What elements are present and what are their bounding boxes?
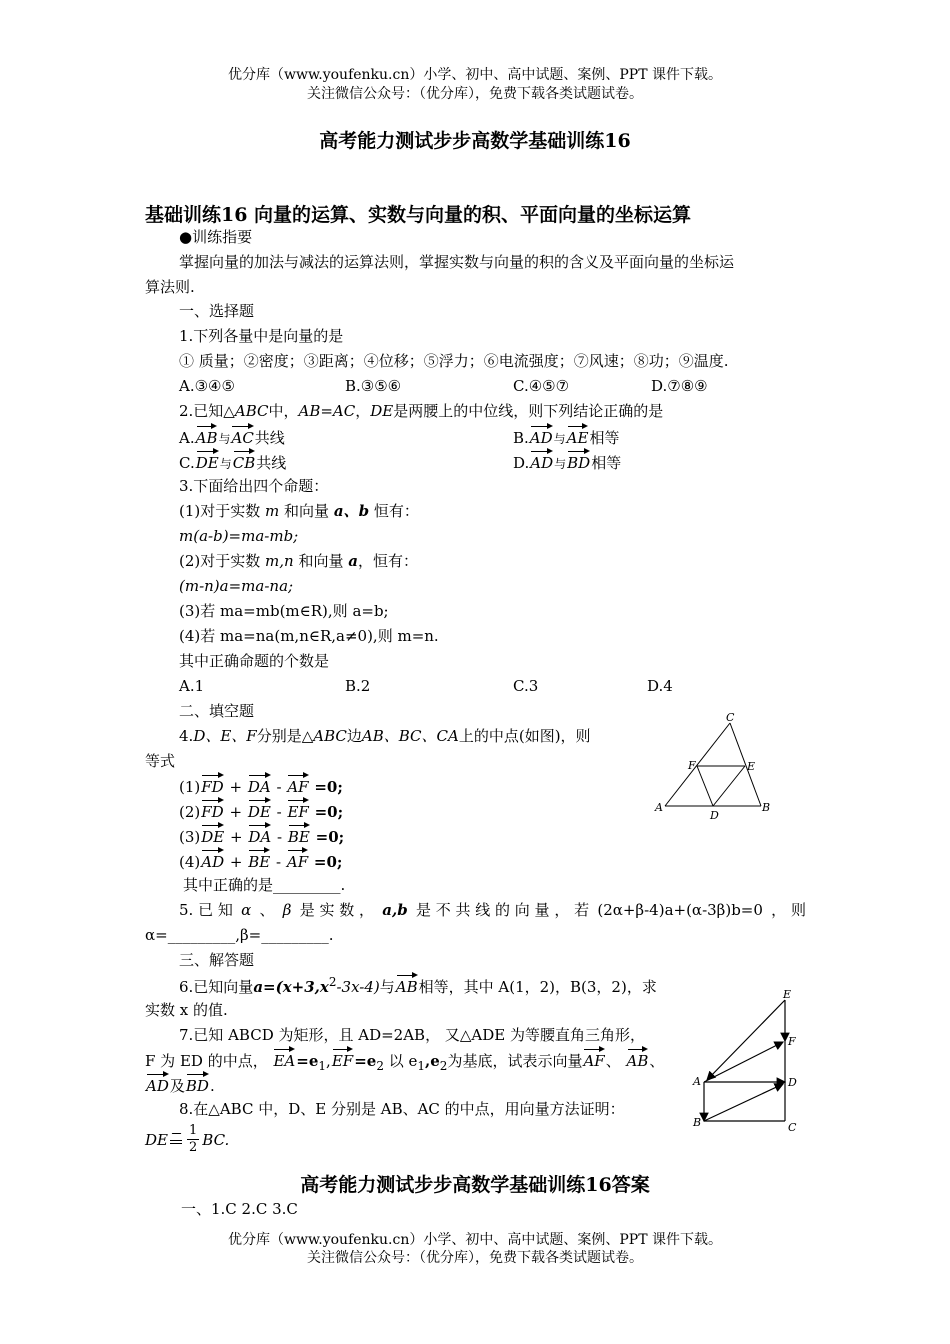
q8-line-2: DE 1 2 BC. (145, 1123, 230, 1155)
header-line-2: 关注微信公众号：（优分库），免费下载各类试题试卷。 (307, 86, 643, 102)
q7-line-3: AD及BD. (145, 1071, 215, 1096)
q3-stem: 3.下面给出四个命题： (179, 477, 329, 495)
q1-option-c: C.④⑤⑦ (513, 377, 570, 395)
q3-ask: 其中正确命题的个数是 (179, 652, 330, 670)
q2-option-c: C.DE与CB共线 (179, 448, 286, 474)
guide-text-2: 算法则. (145, 278, 195, 296)
q4-stem-2: 等式 (145, 752, 176, 770)
tri-label-e: E (747, 760, 756, 773)
rect-label-a: A (693, 1075, 701, 1088)
q8-line-1: 8.在△ABC 中，D、E 分别是 AB、AC 的中点，用向量方法证明： (179, 1100, 625, 1118)
q1-option-b: B.③⑤⑥ (345, 377, 402, 395)
footer-line-1: 优分库（www.youfenku.cn）小学、初中、高中试题、案例、PPT 课件下载。 (227, 1232, 722, 1248)
q3-option-b: B.2 (345, 677, 371, 695)
q4-row-3: (3)DE + DA - BE =0; (179, 822, 344, 847)
tri-label-b: B (762, 801, 771, 814)
rect-label-d: D (788, 1076, 797, 1089)
part-3-heading: 三、解答题 (179, 951, 255, 969)
q4-stem: 4.D、E、F分别是△ABC边AB、BC、CA上的中点(如图)，则 (179, 727, 591, 745)
q6-line-1: 6.已知向量$a=(x+3,x^2-3x-4)$与AB相等，其中 A(1，2)，B(3，2)，求 (179, 972, 657, 997)
q2-option-d: D.AD与BD相等 (513, 448, 621, 474)
triangle-figure (648, 710, 778, 825)
q3-expr-2: (m-n)a=ma-na; (179, 577, 294, 595)
rect-label-c: C (788, 1121, 797, 1134)
q2-option-a: A.AB与AC共线 (179, 423, 285, 449)
q1-option-d: D.⑦⑧⑨ (651, 377, 708, 395)
fraction-half: 1 2 (188, 1123, 198, 1155)
rect-label-e: E (783, 988, 792, 1001)
q5-line-1: 5. 已 知 α 、 β 是 实 数 ， a,b 是 不 共 线 的 向 量 ， 若 (2α+β-4)a+(α-3β)b=0 ， 则 (179, 901, 806, 919)
q1-option-a: A.③④⑤ (179, 377, 235, 395)
q1-items: ① 质量；②密度；③距离；④位移；⑤浮力；⑥电流强度；⑦风速；⑧功；⑨温度. (179, 352, 729, 370)
q3-prop-2: (2)对于实数 m,n 和向量 a，恒有： (179, 552, 419, 570)
q1-stem: 1.下列各量中是向量的是 (179, 327, 344, 345)
tri-label-c: C (726, 711, 735, 724)
q4-row-2: (2)FD + DE - EF =0; (179, 797, 343, 822)
q3-expr-1: m(a-b)=ma-mb; (179, 527, 299, 545)
q2-option-b: B.AD与AE相等 (513, 423, 619, 449)
section-title: 基础训练16 向量的运算、实数与向量的积、平面向量的坐标运算 (145, 204, 692, 226)
figure-lines (704, 1000, 785, 1121)
part-2-heading: 二、填空题 (179, 702, 255, 720)
q3-prop-1: (1)对于实数 m 和向量 a、b 恒有： (179, 502, 419, 520)
q3-option-d: D.4 (647, 677, 673, 695)
q6-line-2: 实数 x 的值. (145, 1001, 228, 1019)
guide-text-1: 掌握向量的加法与减法的运算法则，掌握实数与向量的积的含义及平面向量的坐标运 (179, 253, 735, 271)
part-1-heading: 一、选择题 (179, 302, 255, 320)
doc-title: 高考能力测试步步高数学基础训练16 (319, 130, 631, 152)
answer-line: 一、1.C 2.C 3.C (181, 1200, 298, 1218)
q3-option-c: C.3 (513, 677, 539, 695)
q3-prop-3: (3)若 ma=mb(m∈R),则 a=b; (179, 602, 389, 620)
q3-option-a: A.1 (179, 677, 205, 695)
footer-line-2: 关注微信公众号：（优分库），免费下载各类试题试卷。 (307, 1250, 643, 1266)
header-line-1: 优分库（www.youfenku.cn）小学、初中、高中试题、案例、PPT 课件下载。 (227, 67, 722, 83)
q4-row-4: (4)AD + BE - AF =0; (179, 847, 342, 872)
q7-line-1: 7.已知 ABCD 为矩形，且 AD=2AB， 又△ADE 为等腰直角三角形， (179, 1026, 645, 1044)
q2-stem: 2.已知△ABC中，AB=AC，DE是两腰上的中位线，则下列结论正确的是 (179, 402, 664, 420)
tri-label-d: D (710, 809, 719, 822)
equal-parallel-sign (170, 1133, 182, 1147)
tri-label-f: F (688, 759, 696, 772)
rect-label-b: B (693, 1116, 702, 1129)
q4-row-1: (1)FD + DA - AF =0; (179, 772, 343, 797)
answer-title: 高考能力测试步步高数学基础训练16答案 (300, 1174, 650, 1196)
rectangle-vector-figure (688, 985, 803, 1135)
q4-answer: 其中正确的是_________. (183, 876, 346, 894)
q3-prop-4: (4)若 ma=na(m,n∈R,a≠0),则 m=n. (179, 627, 439, 645)
q5-line-2: α=_________,β=_________. (145, 926, 334, 944)
guide-head: ●训练指要 (179, 228, 253, 246)
q7-line-2: F 为 ED 的中点， $EA=e_1,EF=e_2$ 以 $e_1,e_2$为基底，试表示向量AF、 AB、 (145, 1046, 664, 1076)
rect-label-f: F (788, 1035, 796, 1048)
tri-label-a: A (655, 801, 663, 814)
